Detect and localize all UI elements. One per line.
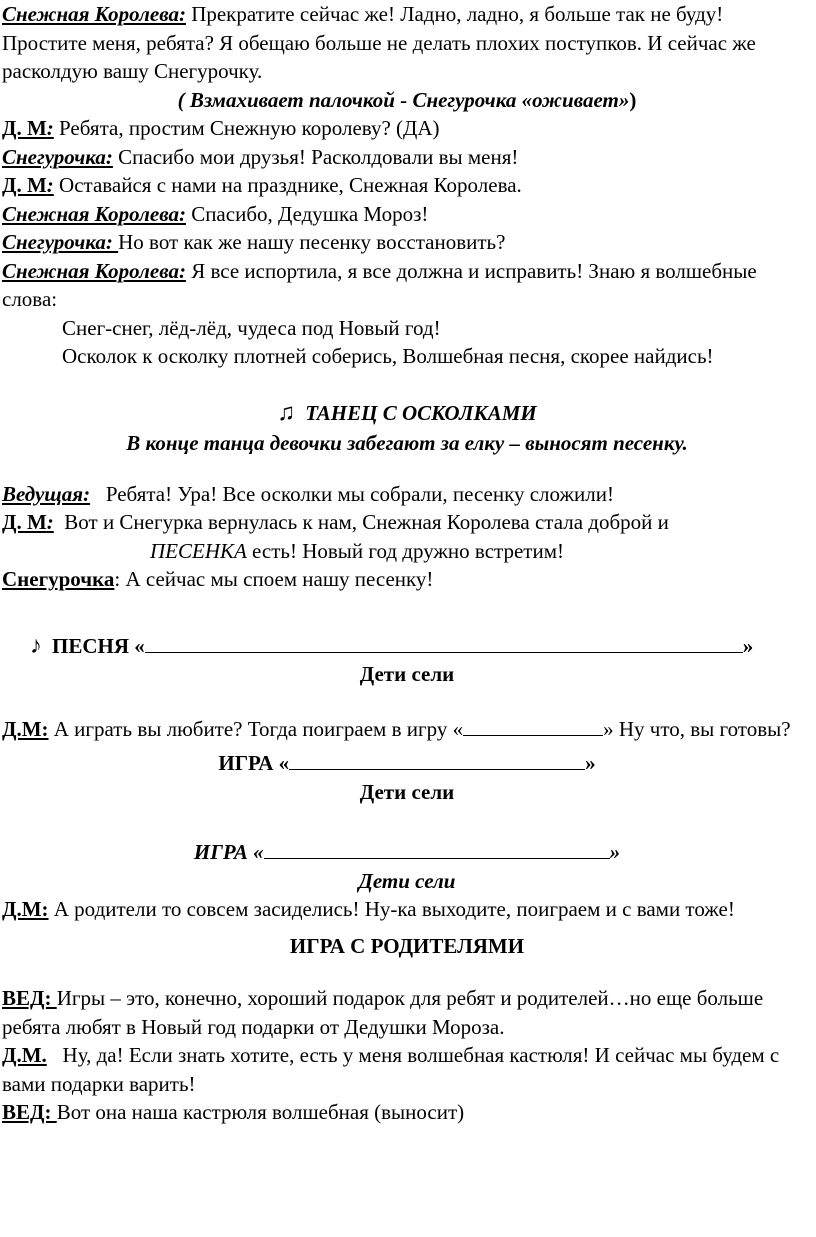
line-text: » Ну что, вы готовы? — [603, 716, 791, 741]
speaker-dm: Д.М: — [2, 716, 49, 741]
line-text: есть! Новый год дружно встретим! — [246, 538, 564, 563]
line-text: Осколок к осколку плотней соберись, Волшебная песня, скорее найдись! — [62, 344, 714, 368]
line-snegurochka-2 — [2, 228, 812, 257]
game-2-close: » — [609, 840, 621, 864]
line-text: Снег-снег, лёд-лёд, чудеса под Новый год! — [62, 315, 441, 340]
line-snegurochka-1 — [2, 143, 812, 172]
speaker-snegurochka: Снегурочка: — [2, 230, 119, 254]
song-heading — [2, 632, 812, 661]
line-text: Оставайся с нами на празднике, Снежная Королева. — [53, 173, 522, 197]
speaker-dm: Д. М — [2, 173, 47, 197]
line-text: Спасибо мои друзья! Расколдовали вы меня! — [112, 144, 519, 169]
speaker-colon: : — [46, 116, 54, 140]
document-page — [2, 0, 812, 1127]
line-text: Простите меня, ребята? Я обещаю больше не делать плохих поступков. И сейчас же расколдую вашу Снегурочку. — [2, 30, 756, 83]
speaker-snow-queen: Снежная Королева: — [2, 2, 186, 26]
speaker-snow-queen: Снежная Королева: — [2, 258, 186, 283]
speaker-dm: Д.М. — [2, 1043, 47, 1067]
line-dm-5 — [2, 895, 812, 924]
line-dm-2 — [2, 171, 812, 200]
line-text: Прекратите сейчас же! Ладно, ладно, я больше так не буду! — [185, 2, 724, 26]
line-text: Игры – это, конечно, хороший подарок для ребят и родителей…но еще больше ребята любят в Новый год подарки от Дедушки Мороза. — [2, 986, 764, 1039]
line-text: Ребята! Ура! Все осколки мы собрали, песенку сложили! — [90, 481, 614, 506]
line-host-3 — [2, 1098, 812, 1127]
speaker-colon: : — [46, 510, 54, 534]
speaker-host: Ведущая: — [2, 481, 91, 506]
line-text: Вот и Снегурка вернулась к нам, Снежная Королева стала доброй и — [53, 510, 669, 534]
kids-sit-3: Дети сели — [358, 868, 456, 893]
dance-note — [2, 429, 812, 458]
line-text: : А сейчас мы споем нашу песенку! — [114, 567, 434, 591]
speaker-dm: Д. М — [2, 510, 47, 534]
parents-game-heading: ИГРА С РОДИТЕЛЯМИ — [289, 933, 525, 958]
dance-note-text: В конце танца девочки забегают за елку – выносят песенку. — [126, 431, 688, 455]
line-text: Ребята, простим Снежную королеву? (ДА) — [53, 116, 440, 140]
music-note-icon: ♫ — [277, 399, 296, 426]
game-2-label: ИГРА « — [193, 840, 264, 864]
dance-heading — [2, 399, 812, 428]
speaker-dm: Д.М: — [2, 897, 49, 921]
speaker-snegurochka: Снегурочка: — [2, 144, 113, 169]
game-2-blank — [264, 838, 610, 859]
game-2-heading — [2, 838, 812, 867]
line-text: Спасибо, Дедушка Мороз! — [185, 201, 429, 226]
line-text: Вот она наша кастрюля волшебная (выносит) — [56, 1100, 465, 1124]
line-snegurochka-3 — [2, 565, 812, 594]
spell-line-1 — [2, 314, 812, 343]
line-text: Я все испортила, я все должна и исправить! Знаю я волшебные слова: — [2, 258, 757, 311]
line-host-2 — [2, 984, 812, 1041]
stage-direction-close: ) — [629, 87, 637, 112]
line-text: Ну, да! Если знать хотите, есть у меня волшебная кастюля! И сейчас мы будем с вами подарки варить! — [2, 1043, 785, 1096]
line-dm-1 — [2, 114, 812, 143]
line-dm-4 — [2, 715, 812, 744]
line-text: А родители то совсем засиделись! Ну-ка выходите, поиграем и с вами тоже! — [48, 897, 735, 921]
line-dm-6 — [2, 1041, 812, 1098]
line-dm-3 — [2, 508, 812, 537]
game-name-blank — [463, 715, 603, 736]
line-text: Но вот как же нашу песенку восстановить? — [118, 230, 506, 254]
game-1-label: ИГРА « — [218, 751, 290, 775]
speaker-colon: : — [46, 173, 54, 197]
music-note-icon: ♪ — [30, 632, 42, 659]
speaker-snow-queen: Снежная Королева: — [2, 201, 186, 226]
line-snow-queen-3 — [2, 200, 812, 229]
line-text: А играть вы любите? Тогда поиграем в игру « — [48, 716, 464, 741]
kids-sit-2: Дети сели — [359, 779, 455, 804]
speaker-dm: Д. М — [2, 116, 47, 140]
line-snow-queen-4 — [2, 257, 812, 314]
song-label: ПЕСНЯ « — [52, 633, 145, 658]
line-host-1 — [2, 480, 812, 509]
game-1-heading — [2, 749, 812, 778]
speaker-snegurochka: Снегурочка — [2, 567, 115, 591]
line-snow-queen-2 — [2, 29, 812, 86]
kids-sit-1: Дети сели — [359, 662, 455, 686]
spell-line-2 — [2, 342, 812, 371]
song-word: ПЕСЕНКА — [150, 538, 247, 563]
game-1-blank — [289, 749, 585, 770]
stage-direction — [2, 86, 812, 115]
song-close: » — [742, 633, 754, 658]
stage-direction-text: ( Взмахивает палочкой - Снегурочка «оживает» — [177, 87, 630, 112]
dance-title: ТАНЕЦ С ОСКОЛКАМИ — [305, 400, 537, 425]
speaker-host: ВЕД: — [2, 986, 57, 1010]
speaker-host: ВЕД: — [2, 1100, 57, 1124]
game-1-close: » — [585, 751, 596, 775]
line-dm-3b — [2, 537, 812, 566]
song-name-blank — [145, 632, 743, 653]
line-snow-queen-1 — [2, 0, 812, 29]
